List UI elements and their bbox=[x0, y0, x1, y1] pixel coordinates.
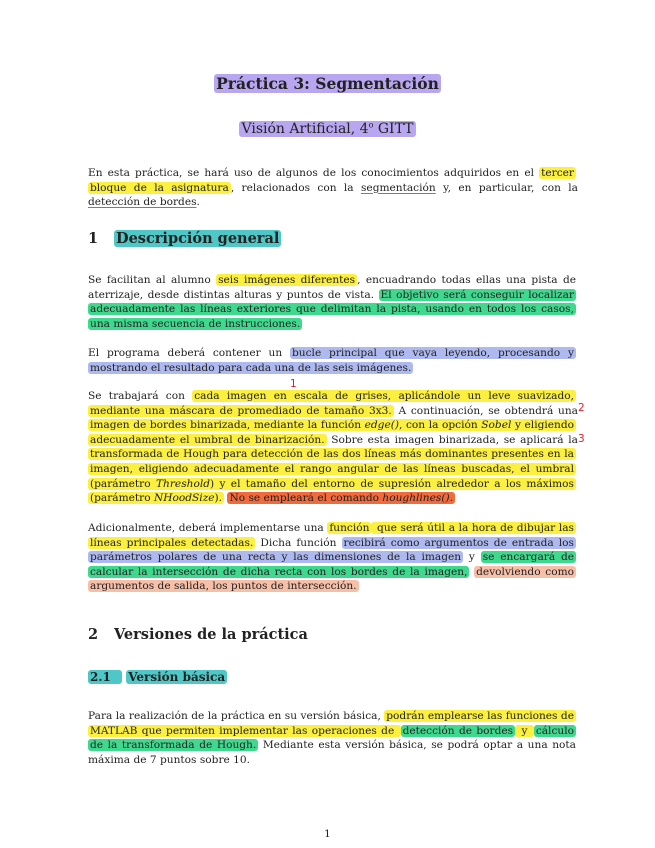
section-1-title: Descripción general bbox=[116, 230, 280, 247]
paragraph-2 bbox=[88, 346, 576, 375]
section-2-1-number: 2.1 bbox=[88, 670, 122, 684]
paragraph-1 bbox=[88, 273, 576, 331]
p4-highlight-recibira: recibirá como argumentos de entrada los parámetros polares de una recta y las dimensiones de la imagen bbox=[90, 536, 574, 564]
intro-text-a: En esta práctica, se hará uso de algunos de los conocimientos adquiridos en el bbox=[88, 167, 540, 179]
p5-highlight-deteccion: detección de bordes bbox=[402, 724, 514, 737]
intro-text-e: y, en particular, con la bbox=[435, 181, 578, 194]
marker-3: 3 bbox=[578, 433, 585, 445]
p3-text-f2: ) y el tamaño del entorno de supresión alrededor a los máximos (parámetro bbox=[90, 477, 574, 505]
p3-houghlines-command: houghlines(). bbox=[382, 492, 453, 505]
intro-text-c: , relacionados con la bbox=[230, 181, 361, 194]
paragraph-4 bbox=[88, 521, 576, 594]
p3-text-f: transformada de Hough para detección de las dos líneas más dominantes presentes en la imagen, eligiendo adecuadamente el rango angular de las líneas buscadas, el umbral (parámetro bbox=[90, 448, 574, 490]
p5-highlight-hough: cálculo de la transformada de Hough. bbox=[90, 724, 574, 752]
section-1-heading bbox=[88, 230, 281, 247]
document-subtitle bbox=[0, 120, 655, 137]
marker-1: 1 bbox=[290, 378, 297, 390]
document-title bbox=[0, 74, 655, 93]
p4-highlight-dibujar: que será útil a la hora de dibujar las líneas principales detectadas. bbox=[90, 522, 574, 549]
subtitle-sup: o bbox=[368, 120, 374, 129]
section-1-number: 1 bbox=[88, 230, 99, 247]
p5-text-f: Mediante esta versión básica, se podrá optar a una nota máxima de 7 puntos sobre 10. bbox=[88, 739, 576, 766]
p3-text-d3: y eligiendo adecuadamente el umbral de binarización. bbox=[90, 419, 575, 446]
p1-highlight-imagenes: seis imágenes diferentes bbox=[218, 274, 356, 286]
p3-text-h: No se empleará el comando bbox=[229, 492, 383, 505]
section-2-1-title: Versión básica bbox=[128, 670, 226, 684]
p3-highlight-grises: cada imagen en escala de grises, aplicándole un leve suavizado, mediante una máscara de promediado de tamaño 3x3. bbox=[90, 390, 574, 417]
title-text: Práctica 3: Segmentación bbox=[216, 74, 439, 93]
p3-threshold-param: Threshold bbox=[155, 477, 210, 490]
paragraph-3 bbox=[88, 389, 576, 506]
subtitle-tail: GITT bbox=[373, 120, 414, 137]
p3-text-a: Se trabajará con bbox=[88, 390, 193, 402]
p3-highlight-houghlines bbox=[227, 492, 455, 504]
subtitle-text: Visión Artificial, 4 bbox=[241, 120, 369, 137]
intro-paragraph bbox=[88, 166, 576, 210]
p1-text-c: , encuadrando todas ellas una pista de aterrizaje, desde distintas alturas y puntos de vista. bbox=[88, 274, 576, 301]
p3-nhoodsize-param: NHoodSize bbox=[154, 492, 215, 505]
section-2-heading bbox=[88, 626, 308, 643]
section-2-title: Versiones de la práctica bbox=[114, 626, 308, 643]
p4-text-a: Adicionalmente, deberá implementarse una bbox=[88, 522, 328, 534]
p5-highlight-matlab: podrán emplearse las funciones de MATLAB que permiten implementar las operaciones de bbox=[90, 710, 574, 737]
intro-underline-segmentacion: segmentación bbox=[360, 181, 436, 194]
p4-text-f: y bbox=[463, 551, 481, 564]
p5-text-y: y bbox=[517, 724, 532, 737]
p4-highlight-funcion: función bbox=[329, 522, 370, 534]
p1-highlight-objetivo: El objetivo será conseguir localizar adecuadamente las líneas exteriores que delimitan la pista, usando en todos los casos, una misma secuencia de instrucciones. bbox=[90, 288, 574, 330]
p3-text-c: A continuación, se obtendrá una bbox=[393, 404, 578, 417]
intro-underline-bordes: detección de bordes bbox=[88, 196, 197, 209]
intro-highlight-block: tercer bloque de la asignatura bbox=[90, 167, 574, 194]
p3-text-d2: , con la opción bbox=[399, 419, 482, 432]
paragraph-5 bbox=[88, 709, 576, 767]
p2-highlight-bucle: bucle principal que vaya leyendo, procesando y mostrando el resultado para cada una de las seis imágenes. bbox=[90, 347, 574, 374]
section-2-1-heading bbox=[88, 670, 227, 684]
p2-text-a: El programa deberá contener un bbox=[88, 347, 291, 359]
p3-text-d: imagen de bordes binarizada, mediante la función bbox=[90, 419, 365, 432]
marker-2: 2 bbox=[578, 402, 585, 414]
p3-text-f3: ). bbox=[214, 492, 223, 505]
p1-text-a: Se facilitan al alumno bbox=[88, 274, 217, 286]
page-number: 1 bbox=[324, 828, 331, 840]
intro-text-g: . bbox=[196, 196, 200, 209]
p3-text-e: Sobre esta imagen binarizada, se aplicará la bbox=[326, 433, 578, 446]
p3-sobel-option: Sobel bbox=[481, 419, 512, 432]
p4-text-d: Dicha función bbox=[255, 536, 342, 549]
section-2-number: 2 bbox=[88, 626, 99, 643]
p4-highlight-interseccion: se encargará de calcular la intersección de dicha recta con los bordes de la imagen, bbox=[90, 551, 575, 578]
p4-highlight-devolviendo: devolviendo como argumentos de salida, los puntos de intersección. bbox=[90, 565, 574, 593]
p3-edge-function: edge() bbox=[364, 419, 399, 432]
p5-text-a: Para la realización de la práctica en su versión básica, bbox=[88, 710, 385, 722]
subtitle-highlight bbox=[239, 121, 415, 137]
